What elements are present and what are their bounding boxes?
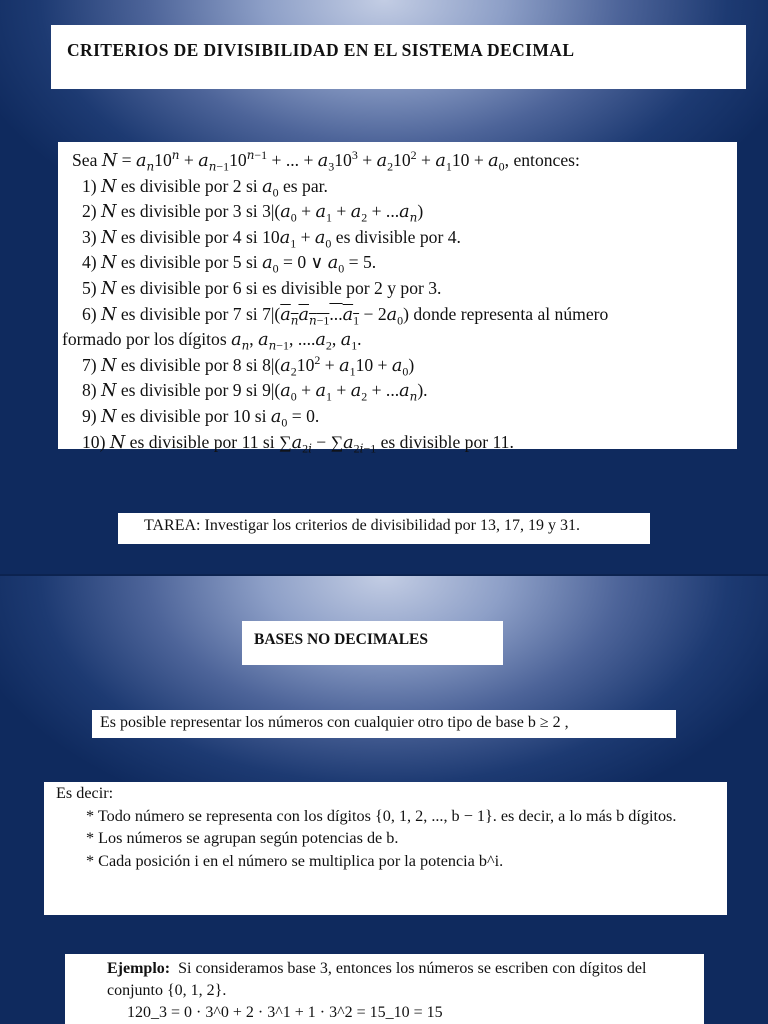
criterion-1: 1) N es divisible por 2 si $a_0$ es par. (82, 175, 328, 200)
bullet-position: * Cada posición i en el número se multiplica por la potencia b^i. (86, 851, 504, 870)
title-text: BASES NO DECIMALES (254, 631, 428, 648)
example-label: Ejemplo: (107, 960, 171, 977)
criterion-6-cont: formado por los dígitos $a_n$, $a_{n-1}$, $....a_2$, $a_1$. (62, 329, 362, 353)
example-text: Si consideramos base 3, entonces los números se escriben con dígitos del conjunto {0, 1, 2}. (107, 960, 647, 999)
task-text: TAREA: Investigar los criterios de divisibilidad por 13, 17, 19 y 31. (144, 517, 580, 534)
example-panel (65, 954, 704, 1024)
criterion-5: 5) N es divisible por 6 si es divisible por 2 y por 3. (82, 277, 442, 299)
criterion-3: 3) N es divisible por 4 si $10a_1 + a_0$ es divisible por 4. (82, 226, 461, 251)
bullet-digits: * Todo número se representa con los dígitos {0, 1, 2, ..., b − 1}. es decir, a lo más b dígitos. (86, 806, 677, 825)
title-text: CRITERIOS DE DIVISIBILIDAD EN EL SISTEMA DECIMAL (67, 40, 575, 60)
example-formula: 120_3 = 0 · 3^0 + 2 · 3^1 + 1 · 3^2 = 15_10 = 15 (127, 1004, 443, 1021)
criteria-intro: Sea $N = a_n10^n + a_{n-1}10^{n-1}$ + ... + $a_310^3 + a_210^2 + a_110 + a_0$, entonces: (72, 148, 580, 174)
bases-text: Es posible representar los números con cualquier otro tipo de base b ≥ 2 , (100, 714, 569, 731)
es-decir-panel (44, 782, 727, 915)
criterion-10: 10) N es divisible por 11 si $\sum a_{2i} - \sum a_{2i-1}$ es divisible por 11. (82, 431, 514, 456)
slide-title (51, 25, 746, 89)
criterion-6: 6) N es divisible por 7 si $7|(a_na_{n-1}...a_1 - 2a_0)$ donde representa al número (82, 303, 609, 328)
bullet-powers: * Los números se agrupan según potencias de b. (86, 829, 399, 847)
bases-statement (92, 710, 676, 738)
example-line (85, 958, 704, 1002)
criterion-9: 9) N es divisible por 10 si $a_0 = 0$. (82, 405, 320, 430)
task-box (118, 513, 650, 544)
es-decir-heading: Es decir: (56, 784, 114, 802)
criterion-8: 8) N es divisible por 9 si $9|(a_0 + a_1 + a_2 + ...a_n)$. (82, 380, 428, 404)
criterion-2: 2) N es divisible por 3 si $3|(a_0 + a_1 + a_2 + ...a_n)$ (82, 201, 424, 225)
criterion-4: 4) N es divisible por 5 si $a_0 = 0$ ∨ $a_0 = 5$. (82, 252, 377, 276)
criteria-panel (58, 142, 737, 456)
criterion-7: 7) N es divisible por 8 si $8|(a_210^2 + a_110 + a_0)$ (82, 352, 415, 379)
slide-bases (0, 576, 768, 1024)
slide-title-bases (242, 621, 503, 665)
